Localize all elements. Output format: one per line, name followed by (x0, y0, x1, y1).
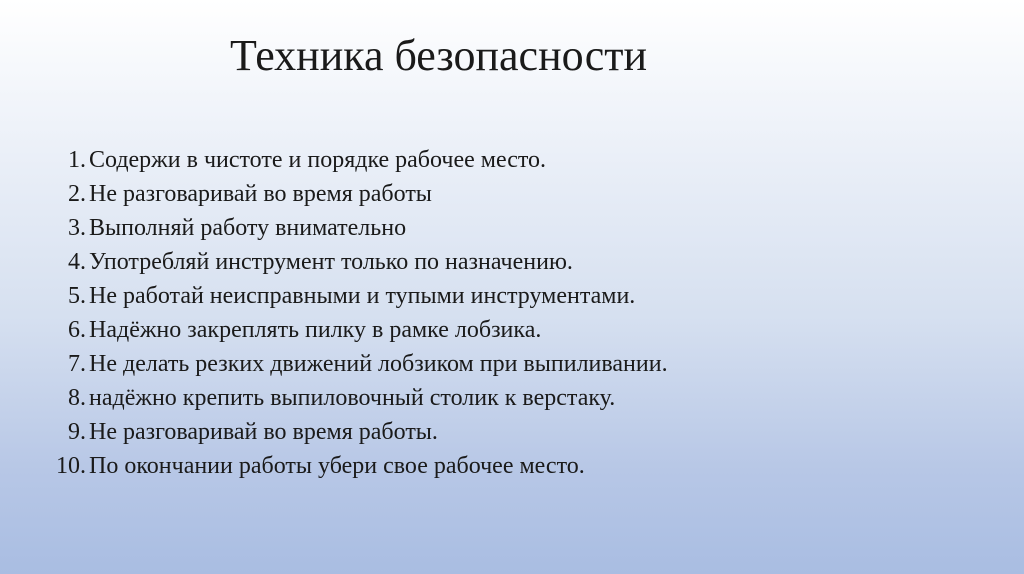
item-number: 6. (68, 317, 86, 343)
item-text: Надёжно закреплять пилку в рамке лобзика. (89, 317, 542, 343)
item-text: Содержи в чистоте и порядке рабочее место. (89, 147, 547, 173)
item-number: 8. (68, 385, 86, 411)
list-item (40, 415, 668, 449)
item-text: Не разговаривай во время работы (89, 181, 432, 207)
item-number: 2. (68, 181, 86, 207)
item-number: 10. (56, 453, 86, 479)
list-item (40, 381, 668, 415)
item-number: 3. (68, 215, 86, 241)
list-item (40, 279, 668, 313)
item-text: Не делать резких движений лобзиком при выпиливании. (89, 351, 668, 377)
item-text: Не работай неисправными и тупыми инструментами. (89, 283, 636, 309)
item-text: Употребляй инструмент только по назначению. (89, 249, 573, 275)
item-number: 5. (68, 283, 86, 309)
item-number: 7. (68, 351, 86, 377)
list-item (40, 347, 668, 381)
list-item (40, 211, 668, 245)
list-item (40, 245, 668, 279)
list-item (40, 449, 668, 483)
item-text: надёжно крепить выпиловочный столик к верстаку. (89, 385, 616, 411)
list-item (40, 313, 668, 347)
item-text: Выполняй работу внимательно (89, 215, 407, 241)
safety-rules-list (40, 143, 668, 483)
item-text: Не разговаривай во время работы. (89, 419, 438, 445)
item-number: 1. (68, 147, 86, 173)
item-number: 4. (68, 249, 86, 275)
slide-title: Техника безопасности (230, 31, 648, 80)
list-item (40, 143, 668, 177)
item-number: 9. (68, 419, 86, 445)
item-text: По окончании работы убери свое рабочее место. (89, 453, 585, 479)
list-item (40, 177, 668, 211)
